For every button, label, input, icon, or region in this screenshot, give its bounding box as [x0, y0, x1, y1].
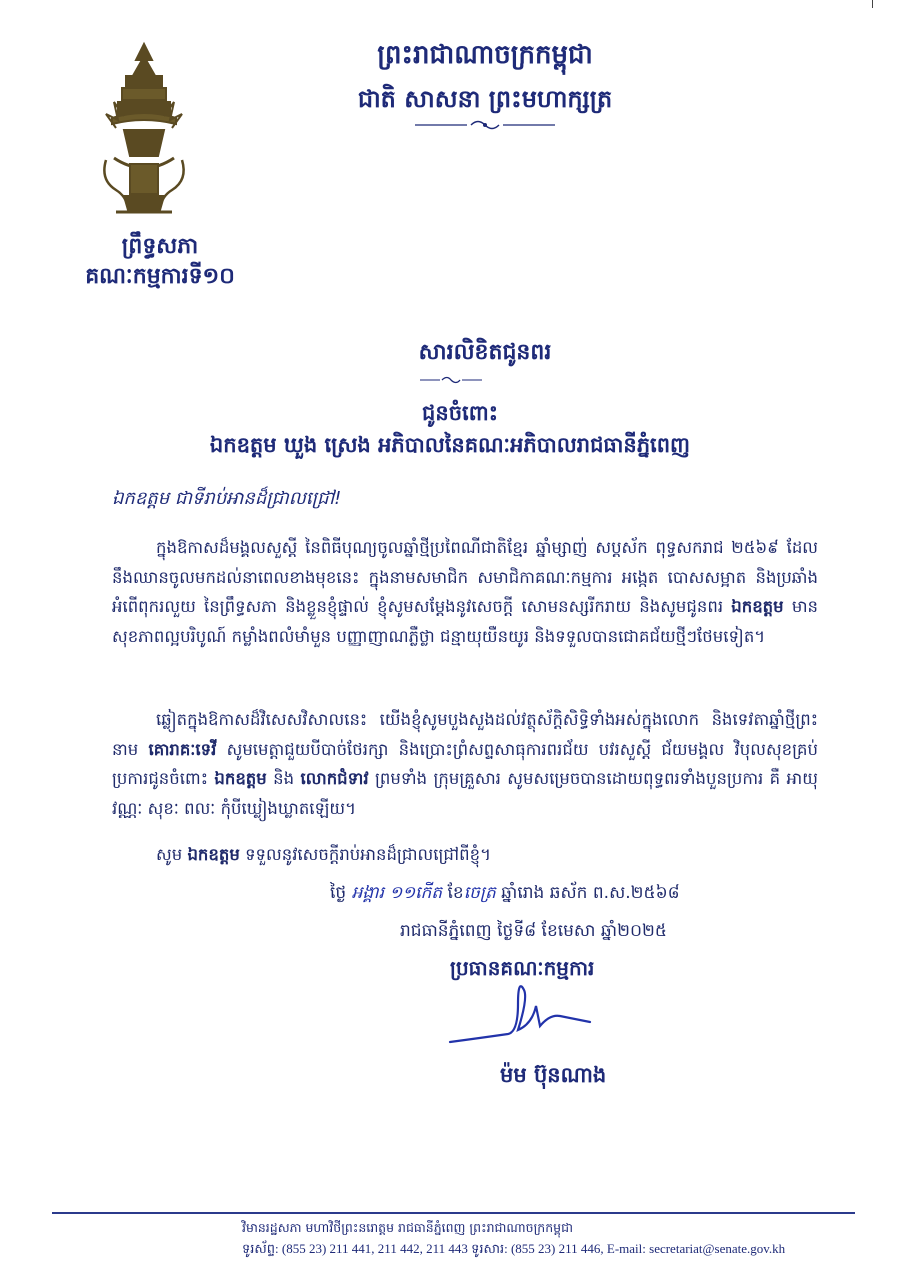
org-name: ព្រឹទ្ធសភា: [121, 234, 199, 259]
to-label: ជូនចំពោះ: [422, 401, 498, 425]
lunar-date: ថ្ងៃ អង្គារ ១១កើត ខែចេត្រ ឆ្នាំរោង ឆស័ក ព.ស.២៥៦៨: [330, 883, 680, 903]
letter-title: សារលិខិតជូនពរ: [418, 340, 552, 365]
paragraph-closing: សូម ឯកឧត្តម ទទួលនូវសេចក្តីរាប់អានដ៏ជ្រាលជ្រៅពីខ្ញុំ។: [156, 845, 491, 864]
signer-name: ម៉ម ប៊ុនណាង: [500, 1063, 607, 1087]
org-unit: គណៈកម្មការទី១០: [85, 264, 235, 289]
kingdom-title: ព្រះរាជាណាចក្រកម្ពុជា: [377, 40, 593, 70]
paragraph-blessing: ឆ្លៀតក្នុងឱកាសដ៏វិសេសវិសាលនេះ យើងខ្ញុំសូមបួងសួងដល់វត្ថុស័ក្តិសិទ្ធិទាំងអស់ក្នុងលោក និងទេវតាឆ្នាំថ្មីព្រះនាម គោរាគៈទេវី សូមមេត្តាជួយបីបាច់ថែរក្សា និងប្រោះព្រំសព្ទសាធុការពរជ័យ បវរសួស្តី ជ័យមង្គល វិបុលសុខគ្រប់ប្រការជូនចំពោះ ឯកឧត្តម និង លោកជំទាវ ព្រមទាំង ក្រុមគ្រួសារ សូមសម្រេចបានដោយពុទ្ធពរទាំងបួនប្រការ គឺ អាយុ វណ្ណៈ សុខៈ ពលៈ កុំបីឃ្លៀងឃ្លាតឡើយ។: [112, 710, 818, 818]
signer-title: ប្រធានគណៈកម្មការ: [450, 956, 595, 980]
footer-divider: [52, 1212, 855, 1214]
paragraph-greeting: ក្នុងឱកាសដ៏មង្គលសួស្តី នៃពិធីបុណ្យចូលឆ្នាំថ្មីប្រពៃណីជាតិខ្មែរ ឆ្នាំម្សាញ់ សប្តស័ក ពុទ្ធសករាជ ២៥៦៩ ដែលនឹងឈានចូលមកដល់នាពេលខាងមុខនេះ ក្នុងនាមសមាជិក សមាជិកាគណៈកម្មការ អង្កេត បោសសម្អាត និងប្រឆាំងអំពើពុករលួយ នៃព្រឹទ្ធសភា និងខ្លួនខ្ញុំផ្ទាល់ ខ្ញុំសូមសម្តែងនូវសេចក្តី សោមនស្សរីករាយ និងសូមជូនពរ ឯកឧត្តម មានសុខភាពល្អបរិបូណ៍ កម្លាំងពលំមាំមួន បញ្ញាញាណភ្លឺថ្លា ជន្មាយុយឺនយូរ និងទទួលបានជោគជ័យថ្មីៗថែមទៀត។: [112, 538, 818, 646]
recipient-line: ឯកឧត្តម ឃួង ស្រេង អភិបាលនៃគណៈអភិបាលរាជធានីភ្នំពេញ: [209, 433, 691, 457]
footer-address: វិមានរដ្ឋសភា មហាវិថីព្រះនរោត្តម រាជធានីភ្នំពេញ ព្រះរាជាណាចក្រកម្ពុជា: [242, 1220, 574, 1235]
salutation: ឯកឧត្តម ជាទីរាប់អានដ៏ជ្រាលជ្រៅ!: [112, 488, 342, 509]
solar-date: រាជធានីភ្នំពេញ ថ្ងៃទី៨ ខែមេសា ឆ្នាំ២០២៥: [400, 921, 667, 941]
ornament-divider-icon: [415, 118, 555, 132]
ornament-divider-icon: [420, 374, 482, 386]
handwritten-signature-icon: [440, 970, 600, 1060]
senate-emblem-icon: [96, 40, 192, 224]
scan-corner-mark: [872, 0, 873, 8]
national-motto: ជាតិ សាសនា ព្រះមហាក្សត្រ: [357, 85, 613, 113]
footer-contacts: ទូរស័ព្ទ: (855 23) 211 441, 211 442, 211 443 ទូរសារ: (855 23) 211 446, E-mail: secretariat@senate.gov.kh: [242, 1241, 786, 1256]
